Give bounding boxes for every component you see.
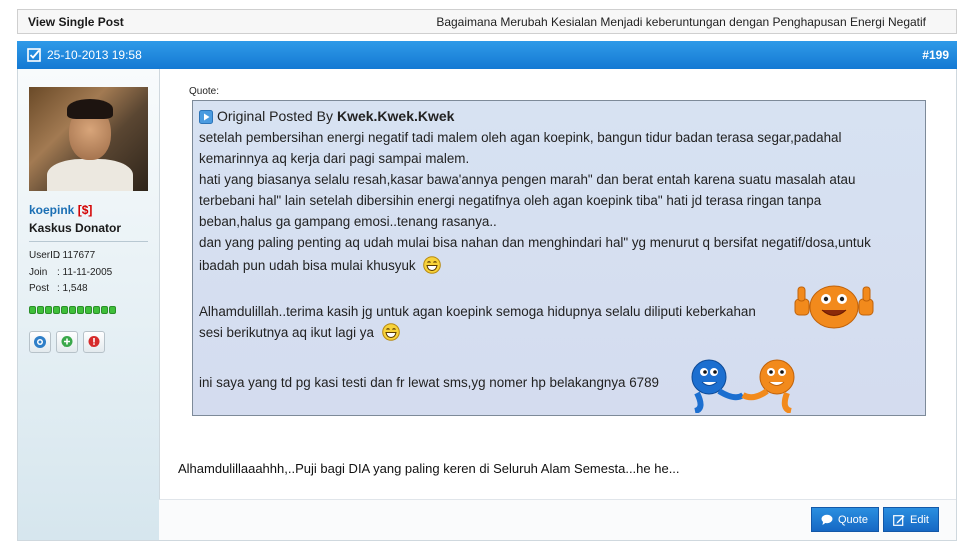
quote-line: ibadah pun udah bisa mulai khusyuk	[199, 253, 919, 279]
grin-emoticon-icon	[382, 323, 400, 341]
post-body	[17, 69, 957, 541]
reputation-pip	[61, 306, 68, 314]
edit-button-label: Edit	[910, 513, 929, 526]
quote-line: ini saya yang td pg kasi testi dan fr lewat sms,yg nomer hp belakangnya 6789	[199, 375, 660, 390]
stat-row: Post : 1,548	[29, 283, 88, 294]
thread-nav-bar	[17, 9, 957, 34]
post-message: Alhamdulillaaahhh,..Puji bagi DIA yang paling keren di Seluruh Alam Semesta...he he...	[178, 461, 680, 476]
quote-label: Quote:	[189, 86, 220, 97]
reputation-pip	[37, 306, 44, 314]
reputation-pip	[109, 306, 116, 314]
user-sidebar	[18, 69, 160, 540]
thread-title[interactable]: Bagaimana Merubah Kesialan Menjadi keberuntungan dengan Penghapusan Energi Negatif	[436, 14, 926, 29]
edit-icon	[893, 514, 905, 526]
quote-button[interactable]	[811, 507, 879, 532]
reputation-pip	[45, 306, 52, 314]
user-actions	[29, 331, 105, 353]
alert-icon	[87, 335, 101, 349]
post-content	[159, 69, 956, 499]
stat-row: UserID : 117677	[29, 250, 96, 261]
send-message-button[interactable]	[56, 331, 78, 353]
post-number-link[interactable]: #199	[922, 48, 949, 62]
reputation-pip	[29, 306, 36, 314]
post-date: 25-10-2013 19:58	[47, 48, 142, 62]
reputation-pip	[77, 306, 84, 314]
reputation-pip	[69, 306, 76, 314]
avatar[interactable]	[29, 87, 148, 191]
reputation-pip	[101, 306, 108, 314]
edit-button[interactable]	[883, 507, 939, 532]
reputation-pip	[53, 306, 60, 314]
username[interactable]	[29, 203, 92, 217]
divider	[29, 241, 148, 242]
quote-button-label: Quote	[838, 513, 868, 526]
quote-line: Alhamdulillah..terima kasih jg untuk agan koepink semoga hidupnya selalu diliputi keberkahan	[199, 304, 756, 319]
report-button[interactable]	[83, 331, 105, 353]
quote-line: terbebani hal" lain setelah dibersihin energi negatifnya oleh agan koepink tiba" hati jd terasa ringan tanpa	[199, 193, 822, 208]
checkbox-icon	[27, 48, 41, 62]
post-header	[17, 41, 957, 69]
donator-badge: [$]	[77, 203, 93, 217]
username-link[interactable]: koepink	[29, 203, 75, 217]
chat-add-icon	[60, 335, 74, 349]
quote-box	[192, 100, 926, 416]
view-post-icon[interactable]	[199, 110, 213, 124]
reputation-bar	[29, 306, 116, 314]
thumbs-up-emoticon-icon	[791, 277, 877, 329]
reputation-pip	[93, 306, 100, 314]
quote-line: sesi berikutnya aq ikut lagi ya	[199, 322, 919, 346]
post-date-wrap	[27, 48, 142, 62]
user-rank: Kaskus Donator	[29, 221, 122, 235]
user-stats	[29, 250, 112, 300]
quote-line: beban,halus ga gampang emosi..tenang rasanya..	[199, 214, 497, 229]
original-posted-by: Original Posted By Kwek.Kwek.Kwek	[199, 106, 919, 127]
speech-bubble-icon	[821, 514, 833, 525]
quote-line: kemarinnya aq kerja dari pagi sampai malem.	[199, 151, 470, 166]
post-footer	[159, 499, 956, 540]
quote-line: setelah pembersihan energi negatif tadi malem oleh agan koepink, bangun tidur badan terasa segar,padahal	[199, 130, 842, 145]
view-profile-button[interactable]	[29, 331, 51, 353]
grin-emoticon-icon	[423, 256, 441, 274]
view-single-post-label[interactable]: View Single Post	[28, 14, 124, 29]
stat-row: Join : 11-11-2005	[29, 266, 113, 278]
quote-line: dan yang paling penting aq udah mulai bisa nahan dan menghindari hal" yg menurut q bersifat negatif/dosa,untuk	[199, 235, 871, 250]
quote-author[interactable]: Kwek.Kwek.Kwek	[336, 108, 455, 124]
handshake-emoticon-icon	[687, 353, 799, 413]
eye-icon	[33, 335, 47, 349]
reputation-pip	[85, 306, 92, 314]
quote-line: hati yang biasanya selalu resah,kasar bawa'annya pengen marah" dan berat entah karena suatu masalah atau	[199, 172, 856, 187]
